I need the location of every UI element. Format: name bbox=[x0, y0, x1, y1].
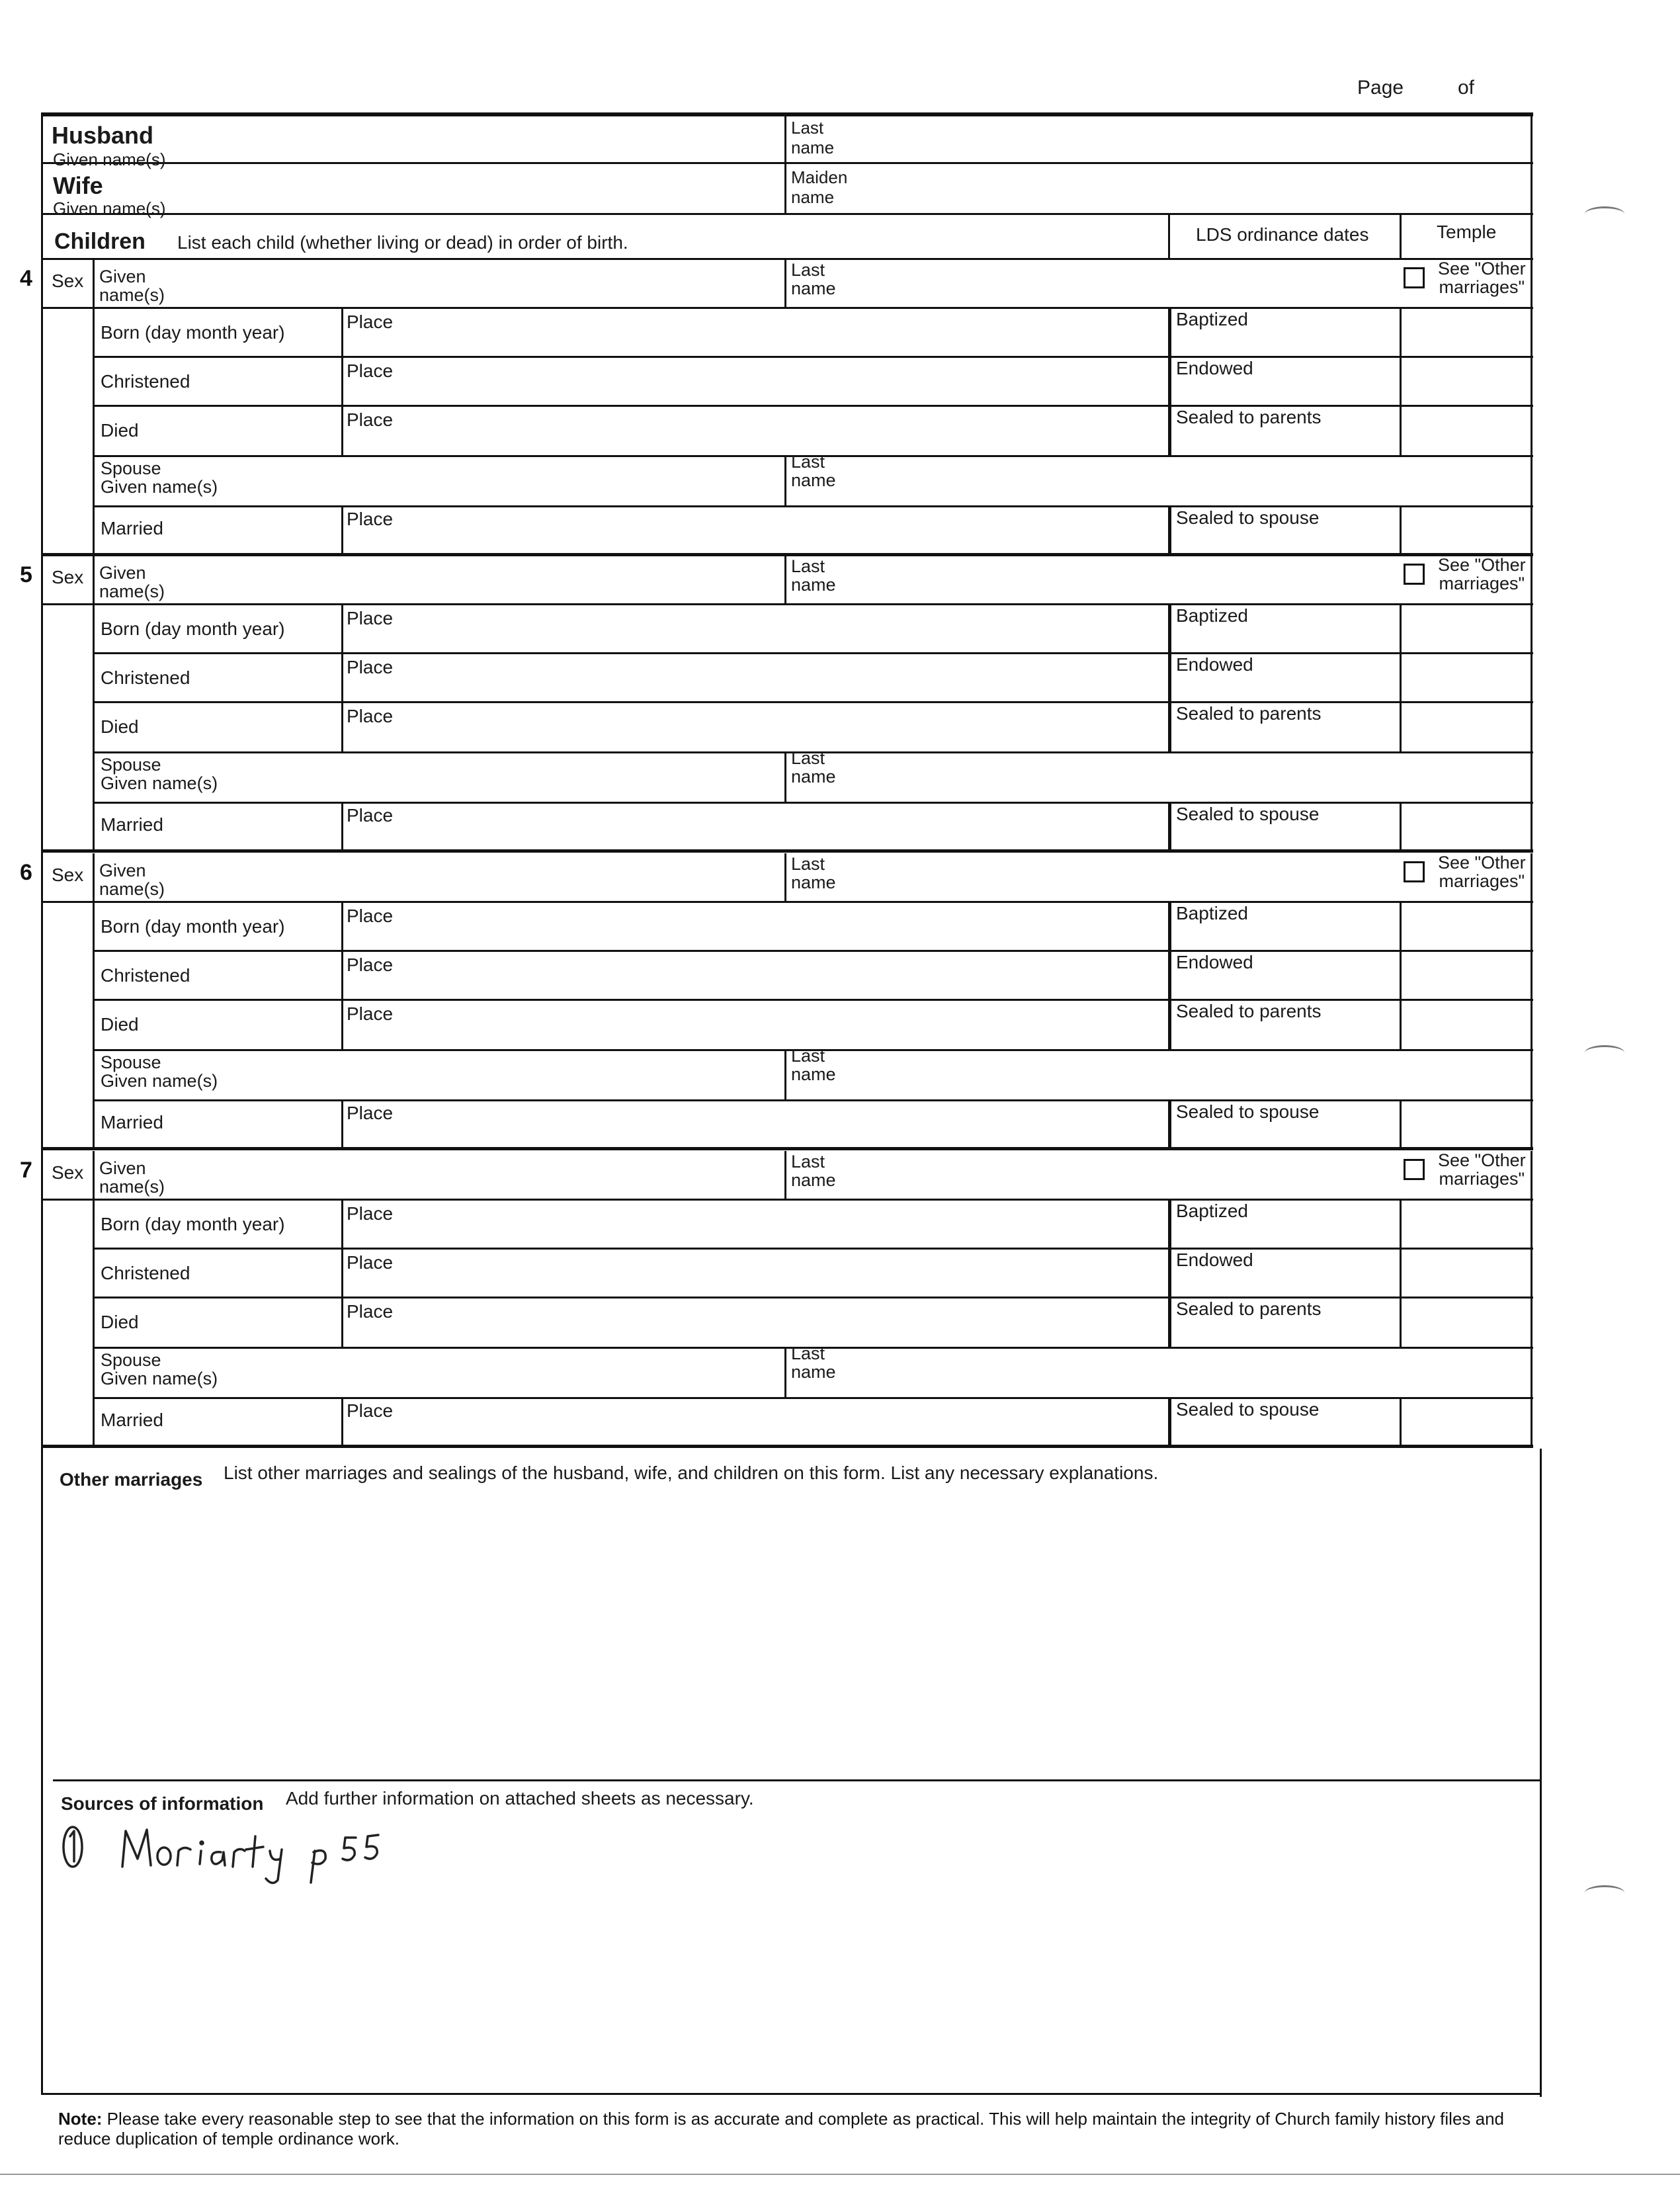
born-label: Born (day month year) bbox=[101, 618, 285, 639]
footer-note bbox=[58, 2109, 1540, 2148]
place-field[interactable] bbox=[345, 1273, 1164, 1293]
husband-given-label: Given name(s) bbox=[53, 149, 166, 169]
temple-field[interactable] bbox=[1404, 705, 1528, 745]
temple-field[interactable] bbox=[1404, 1203, 1528, 1242]
temple-field[interactable] bbox=[1404, 360, 1528, 400]
wife-maiden-name-label: Maiden name bbox=[791, 167, 848, 207]
place-field[interactable] bbox=[345, 381, 1164, 401]
temple-field[interactable] bbox=[1404, 1401, 1528, 1441]
place-field[interactable] bbox=[345, 726, 1164, 746]
page-label: Page bbox=[1357, 77, 1404, 99]
sealed-to-spouse-label: Sealed to spouse bbox=[1176, 1101, 1320, 1122]
place-label: Place bbox=[347, 1203, 394, 1224]
wife-title: Wife bbox=[53, 172, 103, 199]
place-label: Place bbox=[347, 312, 394, 332]
page-bottom-edge bbox=[0, 2174, 1680, 2175]
spouse-given-name-label: Spouse Given name(s) bbox=[101, 755, 218, 793]
baptized-label: Baptized bbox=[1176, 309, 1248, 329]
husband-title: Husband bbox=[52, 122, 154, 149]
sealed-to-parents-label: Sealed to parents bbox=[1176, 407, 1322, 427]
place-label: Place bbox=[347, 361, 394, 381]
married-label: Married bbox=[101, 518, 163, 538]
baptized-label: Baptized bbox=[1176, 903, 1248, 923]
place-label: Place bbox=[347, 1252, 394, 1273]
note-text: Please take every reasonable step to see that the information on this form is as accurate and complete as practical. This will help maintain the integrity of Church family history files and reduce duplication of temple ordinance work. bbox=[58, 2109, 1505, 2148]
place-label: Place bbox=[347, 409, 394, 430]
binder-hole-mark bbox=[1585, 206, 1624, 222]
child-number: 6 bbox=[20, 860, 32, 885]
place-label: Place bbox=[347, 1400, 394, 1421]
place-label: Place bbox=[347, 509, 394, 529]
place-label: Place bbox=[347, 1003, 394, 1024]
children-title: Children bbox=[54, 229, 146, 254]
christened-label: Christened bbox=[101, 1263, 190, 1283]
sealed-to-spouse-label: Sealed to spouse bbox=[1176, 804, 1320, 824]
see-other-marriages-label: See "Other marriages" bbox=[1438, 1150, 1526, 1189]
place-label: Place bbox=[347, 955, 394, 975]
see-other-marriages-checkbox[interactable] bbox=[1404, 1159, 1425, 1180]
temple-field[interactable] bbox=[1404, 1300, 1528, 1340]
given-name-label: Given name(s) bbox=[99, 563, 165, 601]
died-label: Died bbox=[101, 420, 139, 441]
christened-label: Christened bbox=[101, 965, 190, 986]
baptized-label: Baptized bbox=[1176, 605, 1248, 626]
sources-instruction: Add further information on attached sheets as necessary. bbox=[286, 1788, 754, 1808]
temple-field[interactable] bbox=[1404, 905, 1528, 945]
sex-label: Sex bbox=[52, 567, 84, 587]
temple-field[interactable] bbox=[1404, 1252, 1528, 1291]
temple-field[interactable] bbox=[1404, 311, 1528, 351]
died-label: Died bbox=[101, 1014, 139, 1035]
place-field[interactable] bbox=[345, 628, 1164, 648]
last-name-label: Last name bbox=[791, 854, 836, 892]
sex-label: Sex bbox=[52, 1162, 84, 1183]
place-field[interactable] bbox=[345, 1224, 1164, 1244]
child-number: 7 bbox=[20, 1158, 32, 1183]
married-label: Married bbox=[101, 814, 163, 835]
spouse-last-name-label: Last name bbox=[791, 1046, 836, 1084]
child-number: 5 bbox=[20, 562, 32, 587]
born-label: Born (day month year) bbox=[101, 1214, 285, 1234]
last-name-label: Last name bbox=[791, 1152, 836, 1190]
place-label: Place bbox=[347, 706, 394, 726]
sealed-to-parents-label: Sealed to parents bbox=[1176, 1298, 1322, 1319]
last-name-label: Last name bbox=[791, 260, 836, 298]
temple-field[interactable] bbox=[1404, 607, 1528, 647]
temple-field[interactable] bbox=[1404, 954, 1528, 994]
see-other-marriages-checkbox[interactable] bbox=[1404, 564, 1425, 585]
place-label: Place bbox=[347, 1301, 394, 1322]
temple-field[interactable] bbox=[1404, 1003, 1528, 1042]
sources-handwritten-entry bbox=[60, 1812, 403, 1885]
other-marriages-instruction: List other marriages and sealings of the husband, wife, and children on this form. List any necessary explanations. bbox=[224, 1463, 1159, 1483]
note-label: Note: bbox=[58, 2109, 103, 2129]
temple-field[interactable] bbox=[1404, 509, 1528, 549]
sex-label: Sex bbox=[52, 271, 84, 291]
binder-hole-mark bbox=[1585, 1045, 1624, 1060]
sealed-to-spouse-label: Sealed to spouse bbox=[1176, 1399, 1320, 1420]
baptized-label: Baptized bbox=[1176, 1201, 1248, 1221]
see-other-marriages-label: See "Other marriages" bbox=[1438, 555, 1526, 593]
place-label: Place bbox=[347, 608, 394, 628]
temple-field[interactable] bbox=[1404, 806, 1528, 845]
other-marriages-title: Other marriages bbox=[60, 1469, 203, 1490]
sources-title: Sources of information bbox=[61, 1793, 264, 1814]
born-label: Born (day month year) bbox=[101, 916, 285, 937]
place-label: Place bbox=[347, 1103, 394, 1123]
given-name-label: Given name(s) bbox=[99, 1158, 165, 1197]
child-number: 4 bbox=[20, 266, 32, 291]
endowed-label: Endowed bbox=[1176, 654, 1253, 675]
place-field[interactable] bbox=[345, 926, 1164, 946]
sealed-to-parents-label: Sealed to parents bbox=[1176, 703, 1322, 724]
christened-label: Christened bbox=[101, 667, 190, 688]
place-field[interactable] bbox=[345, 677, 1164, 697]
binder-hole-mark bbox=[1585, 1885, 1624, 1900]
temple-field[interactable] bbox=[1404, 409, 1528, 448]
place-field[interactable] bbox=[345, 975, 1164, 995]
spouse-last-name-label: Last name bbox=[791, 452, 836, 490]
see-other-marriages-checkbox[interactable] bbox=[1404, 267, 1425, 288]
temple-label: Temple bbox=[1437, 222, 1497, 242]
spouse-last-name-label: Last name bbox=[791, 748, 836, 787]
sealed-to-spouse-label: Sealed to spouse bbox=[1176, 507, 1320, 528]
see-other-marriages-label: See "Other marriages" bbox=[1438, 259, 1526, 297]
sex-label: Sex bbox=[52, 865, 84, 885]
place-field[interactable] bbox=[345, 1024, 1164, 1044]
last-name-label: Last name bbox=[791, 556, 836, 595]
married-label: Married bbox=[101, 1112, 163, 1132]
place-label: Place bbox=[347, 805, 394, 826]
see-other-marriages-checkbox[interactable] bbox=[1404, 861, 1425, 882]
husband-last-name-label: Last name bbox=[791, 118, 835, 157]
temple-field[interactable] bbox=[1404, 656, 1528, 696]
place-label: Place bbox=[347, 657, 394, 677]
spouse-given-name-label: Spouse Given name(s) bbox=[101, 458, 218, 497]
see-other-marriages-label: See "Other marriages" bbox=[1438, 853, 1526, 891]
born-label: Born (day month year) bbox=[101, 322, 285, 343]
given-name-label: Given name(s) bbox=[99, 861, 165, 899]
temple-field[interactable] bbox=[1404, 1103, 1528, 1143]
endowed-label: Endowed bbox=[1176, 358, 1253, 378]
lds-ordinance-label: LDS ordinance dates bbox=[1196, 224, 1369, 245]
died-label: Died bbox=[101, 1312, 139, 1332]
children-instruction: List each child (whether living or dead) in order of birth. bbox=[177, 232, 628, 253]
given-name-label: Given name(s) bbox=[99, 267, 165, 305]
page-of-label: of bbox=[1458, 77, 1475, 99]
married-label: Married bbox=[101, 1410, 163, 1430]
spouse-given-name-label: Spouse Given name(s) bbox=[101, 1052, 218, 1091]
spouse-given-name-label: Spouse Given name(s) bbox=[101, 1350, 218, 1388]
place-field[interactable] bbox=[345, 1322, 1164, 1341]
place-label: Place bbox=[347, 906, 394, 926]
wife-given-label: Given name(s) bbox=[53, 198, 166, 218]
endowed-label: Endowed bbox=[1176, 1250, 1253, 1270]
place-field[interactable] bbox=[345, 430, 1164, 450]
sealed-to-parents-label: Sealed to parents bbox=[1176, 1001, 1322, 1021]
endowed-label: Endowed bbox=[1176, 952, 1253, 972]
spouse-last-name-label: Last name bbox=[791, 1343, 836, 1382]
place-field[interactable] bbox=[345, 332, 1164, 352]
died-label: Died bbox=[101, 716, 139, 737]
christened-label: Christened bbox=[101, 371, 190, 392]
sources-field[interactable] bbox=[53, 1885, 1534, 2084]
other-marriages-field[interactable] bbox=[53, 1495, 1528, 1773]
